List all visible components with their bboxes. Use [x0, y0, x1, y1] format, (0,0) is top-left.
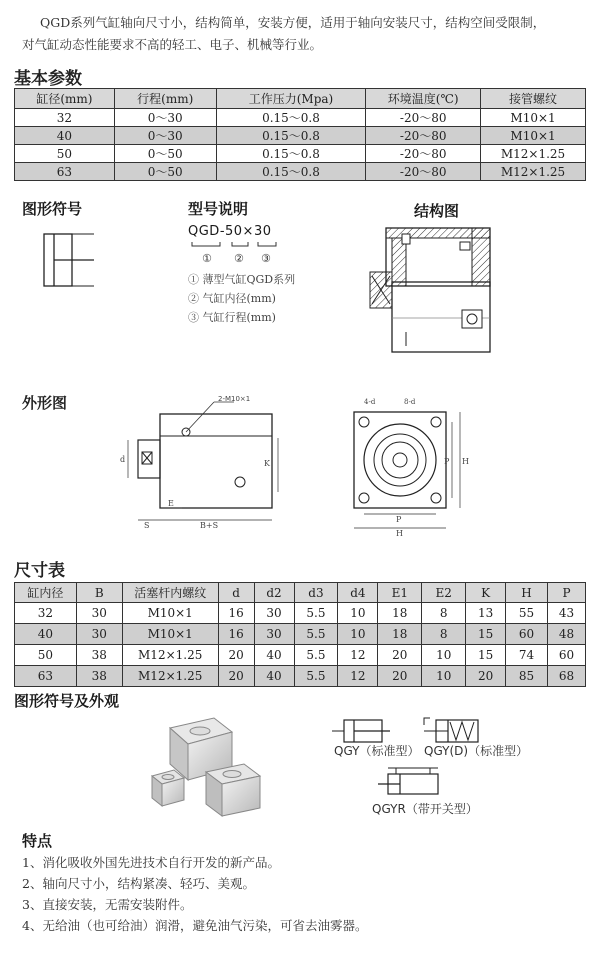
- qgy-label: QGY（标准型）: [334, 744, 420, 758]
- table-cell: 60: [547, 645, 585, 666]
- legend-text: 薄型气缸QGD系列: [202, 273, 296, 286]
- dimensions-header-row: [15, 583, 586, 603]
- feature-item: 3、直接安装，无需安装附件。: [22, 897, 193, 912]
- header-cell: 工作压力(Mpa): [216, 89, 366, 109]
- table-cell: M12×1.25: [481, 163, 586, 181]
- header-cell: d2: [254, 583, 294, 603]
- qgyd-label: QGY(D)（标准型）: [424, 744, 529, 758]
- model-brackets-icon: [188, 240, 288, 268]
- p-label-bottom: P: [396, 515, 402, 524]
- cylinder-symbol-icon: [40, 230, 100, 290]
- table-cell: 10: [422, 666, 466, 687]
- table-cell: 63: [15, 163, 115, 181]
- d-label: d: [120, 455, 126, 464]
- header-cell: 缸内径: [15, 583, 77, 603]
- table-row: [15, 145, 586, 163]
- table-cell: 43: [547, 603, 585, 624]
- table-cell: 20: [466, 666, 506, 687]
- table-cell: 32: [15, 109, 115, 127]
- table-cell: 50: [15, 645, 77, 666]
- table-cell: 12: [338, 645, 378, 666]
- table-cell: -20～80: [366, 109, 481, 127]
- header-cell: E1: [378, 583, 422, 603]
- model-title: 型号说明: [188, 200, 249, 218]
- table-cell: 63: [15, 666, 77, 687]
- header-cell: 行程(mm): [114, 89, 216, 109]
- front-view-drawing-icon: [340, 396, 470, 538]
- structure-drawing-icon: [362, 222, 512, 360]
- k-label: K: [264, 459, 270, 468]
- table-cell: 30: [254, 624, 294, 645]
- table-cell: 0～30: [114, 127, 216, 145]
- legend-num: ②: [188, 292, 199, 305]
- table-cell: 8: [422, 603, 466, 624]
- outline-title: 外形图: [22, 394, 68, 412]
- dimensions-title: 尺寸表: [14, 561, 65, 581]
- table-cell: 16: [218, 624, 254, 645]
- table-cell: 10: [422, 645, 466, 666]
- table-cell: 16: [218, 603, 254, 624]
- table-cell: 40: [15, 127, 115, 145]
- h-label-bottom: H: [396, 529, 403, 538]
- table-cell: M12×1.25: [481, 145, 586, 163]
- table-cell: 0.15～0.8: [216, 109, 366, 127]
- qgyr-label: QGYR（带开关型）: [372, 802, 478, 816]
- table-cell: 40: [254, 666, 294, 687]
- legend-num: ③: [188, 311, 199, 324]
- legend-num: ①: [188, 273, 199, 286]
- eight-d-label: 8-d: [404, 398, 416, 406]
- svg-text:③: ③: [261, 252, 271, 265]
- table-row: [15, 624, 586, 645]
- table-row: [15, 163, 586, 181]
- table-row: [15, 109, 586, 127]
- intro-text: [22, 12, 587, 56]
- basic-params-title: 基本参数: [14, 69, 82, 89]
- table-cell: 12: [338, 666, 378, 687]
- table-row: [15, 666, 586, 687]
- four-d-label: 4-d: [364, 398, 376, 406]
- table-cell: 30: [76, 624, 122, 645]
- table-cell: 10: [338, 624, 378, 645]
- table-cell: 40: [254, 645, 294, 666]
- basic-params-table: [14, 88, 586, 181]
- table-cell: 74: [506, 645, 548, 666]
- table-cell: -20～80: [366, 163, 481, 181]
- legend-text: 气缸行程(mm): [202, 311, 276, 324]
- table-cell: M12×1.25: [122, 645, 218, 666]
- table-cell: 13: [466, 603, 506, 624]
- table-cell: 48: [547, 624, 585, 645]
- table-cell: 20: [378, 666, 422, 687]
- header-cell: P: [547, 583, 585, 603]
- table-cell: 5.5: [294, 624, 338, 645]
- table-cell: 0.15～0.8: [216, 127, 366, 145]
- table-cell: 0～30: [114, 109, 216, 127]
- header-cell: 环境温度(℃): [366, 89, 481, 109]
- header-cell: K: [466, 583, 506, 603]
- s-label: S: [144, 521, 150, 530]
- feature-item: 4、无给油（也可给油）润滑，避免油气污染，可省去油雾器。: [22, 918, 368, 933]
- header-cell: H: [506, 583, 548, 603]
- features-list: [22, 852, 367, 936]
- table-cell: 40: [15, 624, 77, 645]
- table-cell: M10×1: [481, 127, 586, 145]
- table-cell: -20～80: [366, 145, 481, 163]
- h-label-right: H: [462, 457, 469, 466]
- table-cell: 10: [338, 603, 378, 624]
- header-cell: B: [76, 583, 122, 603]
- header-cell: 活塞杆内螺纹: [122, 583, 218, 603]
- table-cell: 15: [466, 645, 506, 666]
- table-cell: 18: [378, 603, 422, 624]
- symbol-title: 图形符号: [22, 200, 83, 218]
- table-cell: 20: [378, 645, 422, 666]
- table-row: [15, 645, 586, 666]
- basic-params-header-row: [15, 89, 586, 109]
- feature-item: 2、轴向尺寸小，结构紧凑、轻巧、美观。: [22, 876, 255, 891]
- intro-line-2: 对气缸动态性能要求不高的轻工、电子、机械等行业。: [22, 37, 323, 52]
- model-code: QGD-50×30: [188, 224, 272, 239]
- header-cell: d3: [294, 583, 338, 603]
- table-cell: 20: [218, 645, 254, 666]
- side-view-drawing-icon: [110, 396, 310, 536]
- table-cell: 5.5: [294, 603, 338, 624]
- table-cell: 32: [15, 603, 77, 624]
- table-cell: 0～50: [114, 145, 216, 163]
- svg-text:②: ②: [234, 252, 244, 265]
- dimensions-table: [14, 582, 586, 687]
- table-cell: M12×1.25: [122, 666, 218, 687]
- qgyr-symbol-icon: [370, 764, 460, 800]
- table-cell: 18: [378, 624, 422, 645]
- table-cell: 68: [547, 666, 585, 687]
- e-label: E: [168, 499, 174, 508]
- legend-text: 气缸内径(mm): [202, 292, 276, 305]
- table-cell: 5.5: [294, 645, 338, 666]
- thread-label: 2-M10×1: [218, 396, 251, 403]
- intro-line-1: QGD系列气缸轴向尺寸小，结构简单，安装方便，适用于轴向安装尺寸，结构空间受限制，: [40, 15, 546, 30]
- table-cell: 60: [506, 624, 548, 645]
- header-cell: E2: [422, 583, 466, 603]
- table-cell: 0～50: [114, 163, 216, 181]
- table-cell: M10×1: [481, 109, 586, 127]
- table-cell: 20: [218, 666, 254, 687]
- svg-text:①: ①: [202, 252, 212, 265]
- p-label-right: P: [444, 457, 450, 466]
- table-cell: 30: [76, 603, 122, 624]
- table-cell: M10×1: [122, 603, 218, 624]
- feature-item: 1、消化吸收外国先进技术自行开发的新产品。: [22, 855, 280, 870]
- table-cell: 0.15～0.8: [216, 145, 366, 163]
- table-cell: 38: [76, 666, 122, 687]
- table-cell: 55: [506, 603, 548, 624]
- table-row: [15, 127, 586, 145]
- table-cell: 8: [422, 624, 466, 645]
- table-cell: 15: [466, 624, 506, 645]
- table-cell: 30: [254, 603, 294, 624]
- table-cell: -20～80: [366, 127, 481, 145]
- header-cell: 缸径(mm): [15, 89, 115, 109]
- appearance-title: 图形符号及外观: [14, 692, 120, 710]
- features-title: 特点: [22, 832, 53, 850]
- header-cell: d4: [338, 583, 378, 603]
- table-cell: 38: [76, 645, 122, 666]
- table-cell: 50: [15, 145, 115, 163]
- product-photo-icon: [148, 710, 278, 822]
- table-cell: 0.15～0.8: [216, 163, 366, 181]
- structure-title: 结构图: [414, 202, 460, 220]
- table-cell: M10×1: [122, 624, 218, 645]
- header-cell: 接管螺纹: [481, 89, 586, 109]
- table-cell: 85: [506, 666, 548, 687]
- table-row: [15, 603, 586, 624]
- bs-label: B+S: [200, 521, 219, 530]
- model-legend: [188, 270, 295, 327]
- table-cell: 5.5: [294, 666, 338, 687]
- header-cell: d: [218, 583, 254, 603]
